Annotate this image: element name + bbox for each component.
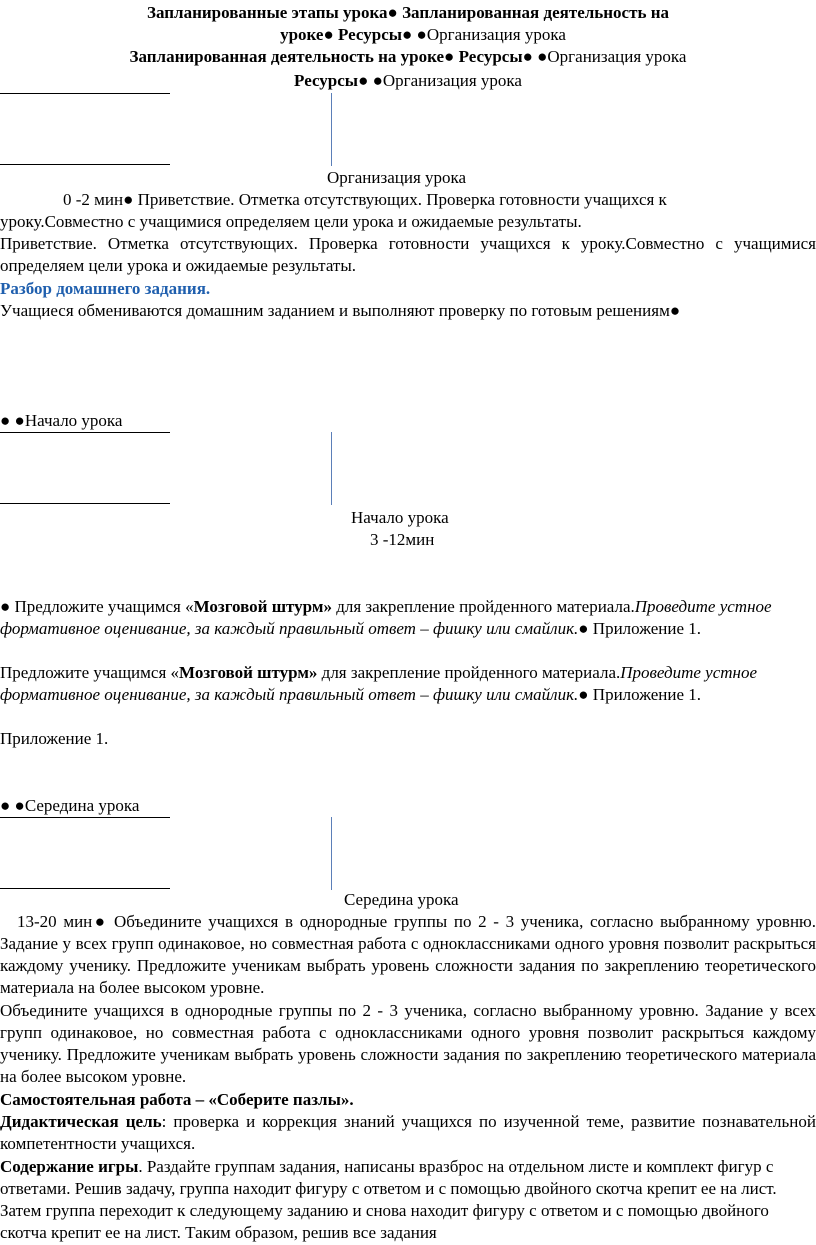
header-text: Ресурсы bbox=[294, 71, 359, 90]
header-text: Ресурсы bbox=[454, 47, 523, 66]
org-line-2: уроку.Совместно с учащимися определяем цели урока и ожидаемые результаты. bbox=[0, 212, 582, 231]
bullet-icon: ● bbox=[537, 47, 548, 66]
header-text: Организация урока bbox=[547, 47, 687, 66]
bullet-icon: ● bbox=[0, 411, 11, 430]
start-text: для закрепление пройденного материала. bbox=[331, 597, 635, 616]
start-label-text: Начало урока bbox=[24, 411, 123, 430]
content-text: . Раздайте группам задания, написаны вразброс на отдельном листе и комплект фигур с ответами. Решив задачу, группа находит фигуру с ответом и с помощью двойного скотча крепит ее на лист. Затем группа переходит к следующему заданию и снова находит фигуру с ответом и с помощью двойного скотча крепит ее на лист. Таким образом, решив все задания bbox=[0, 1157, 777, 1242]
start-paragraph-1 bbox=[0, 596, 812, 640]
start-text: Предложите учащимся « bbox=[10, 597, 194, 616]
header-text: Запланированные этапы урока bbox=[147, 3, 388, 22]
bullet-icon: ● bbox=[358, 71, 369, 90]
bullet-icon: ● bbox=[0, 597, 11, 616]
brainstorm-term: Мозговой штурм» bbox=[193, 597, 332, 616]
header-line-4 bbox=[0, 70, 816, 92]
header-text: Ресурсы bbox=[333, 25, 403, 44]
start-title: Начало урока bbox=[351, 508, 449, 527]
bullet-icon: ● bbox=[522, 47, 533, 66]
bullet-icon: ● bbox=[387, 3, 398, 22]
brainstorm-term: Мозговой штурм» bbox=[179, 663, 318, 682]
bullet-icon: ● bbox=[0, 796, 11, 815]
start-time: 3 -12мин bbox=[370, 530, 435, 549]
bullet-icon: ● bbox=[14, 796, 25, 815]
middle-paragraph-1 bbox=[0, 911, 816, 999]
didactic-paragraph bbox=[0, 1111, 816, 1155]
divider bbox=[0, 503, 170, 504]
homework-text-content: Учащиеся обмениваются домашним заданием и выполняют проверку по готовым решениям bbox=[0, 301, 670, 320]
divider bbox=[0, 888, 170, 889]
header-text: уроке bbox=[280, 25, 324, 44]
start-italic-text: Проведите устное формативное оценивание, за каждый правильный ответ – фишку или смайлик. bbox=[0, 597, 772, 638]
divider bbox=[0, 93, 170, 94]
start-italic-text: Проведите устное формативное оценивание, за каждый правильный ответ – фишку или смайлик. bbox=[0, 663, 758, 704]
bullet-icon: ● bbox=[578, 619, 589, 638]
appendix-ref: Приложение 1. bbox=[588, 685, 702, 704]
divider bbox=[0, 432, 170, 433]
didactic-text: : проверка и коррекция знаний учащихся по изученной теме, развитие познавательной компетентности учащихся. bbox=[0, 1112, 816, 1153]
homework-text bbox=[0, 300, 816, 322]
bullet-icon: ● bbox=[372, 71, 383, 90]
header-text: Запланированная деятельность на bbox=[397, 3, 669, 22]
bullet-icon: ● bbox=[323, 25, 334, 44]
start-appendix: Приложение 1. bbox=[0, 729, 109, 748]
divider bbox=[0, 164, 170, 165]
middle-text: Объедините учащихся в однородные группы по 2 - 3 ученика, согласно выбранному уровню. Задание у всех групп одинаковое, но совместная работа с одноклассниками одного уровня позволит раскрыться каждому ученику. Предложите ученикам выбрать уровень сложности задания по закреплению теоретического материала на более высоком уровне. bbox=[0, 912, 816, 997]
org-line-1 bbox=[63, 189, 667, 211]
middle-label bbox=[0, 795, 816, 817]
bullet-icon: ● bbox=[123, 190, 134, 209]
start-text: Предложите учащимся « bbox=[0, 663, 180, 682]
header-line-3 bbox=[0, 46, 816, 68]
content-label: Содержание игры bbox=[0, 1157, 139, 1176]
org-paragraph: Приветствие. Отметка отсутствующих. Проверка готовности учащихся к уроку.Совместно с учащимися определяем цели урока и ожидаемые результаты. bbox=[0, 234, 816, 275]
bullet-icon: ● bbox=[444, 47, 455, 66]
start-text: для закрепление пройденного материала. bbox=[317, 663, 621, 682]
appendix-ref: Приложение 1. bbox=[588, 619, 702, 638]
org-time: 0 -2 мин bbox=[63, 190, 124, 209]
middle-paragraph-2: Объедините учащихся в однородные группы по 2 - 3 ученика, согласно выбранному уровню. Задание у всех групп одинаковое, но совместная работа с одноклассниками одного уровня позволит раскрыться каждому ученику. Предложите ученикам выбрать уровень сложности задания по закреплению теоретического материала на более высоком уровне. bbox=[0, 1001, 816, 1086]
bullet-icon: ● bbox=[578, 685, 589, 704]
bullet-icon: ● bbox=[92, 912, 108, 931]
header-text: Организация урока bbox=[426, 25, 566, 44]
divider bbox=[0, 817, 170, 818]
bullet-icon: ● bbox=[14, 411, 25, 430]
didactic-label: Дидактическая цель bbox=[0, 1112, 162, 1131]
middle-time: 13-20 мин bbox=[17, 912, 93, 931]
bullet-icon: ● bbox=[416, 25, 427, 44]
header-text: Организация урока bbox=[382, 71, 522, 90]
bullet-icon: ● bbox=[669, 301, 681, 320]
org-text: Приветствие. Отметка отсутствующих. Проверка готовности учащихся к bbox=[133, 190, 667, 209]
vertical-divider bbox=[331, 93, 332, 166]
vertical-divider bbox=[331, 432, 332, 505]
homework-title: Разбор домашнего задания. bbox=[0, 279, 211, 298]
middle-title: Середина урока bbox=[344, 890, 459, 909]
org-title: Организация урока bbox=[327, 168, 467, 187]
content-paragraph bbox=[0, 1156, 800, 1244]
middle-label-text: Середина урока bbox=[24, 796, 140, 815]
vertical-divider bbox=[331, 817, 332, 890]
start-paragraph-2 bbox=[0, 662, 812, 706]
header-line-2 bbox=[0, 24, 816, 46]
start-label bbox=[0, 410, 816, 432]
work-title: Самостоятельная работа – «Соберите пазлы». bbox=[0, 1090, 354, 1109]
header-text: Запланированная деятельность на уроке bbox=[129, 47, 445, 66]
header-line-1 bbox=[0, 2, 816, 24]
bullet-icon: ● bbox=[402, 25, 413, 44]
